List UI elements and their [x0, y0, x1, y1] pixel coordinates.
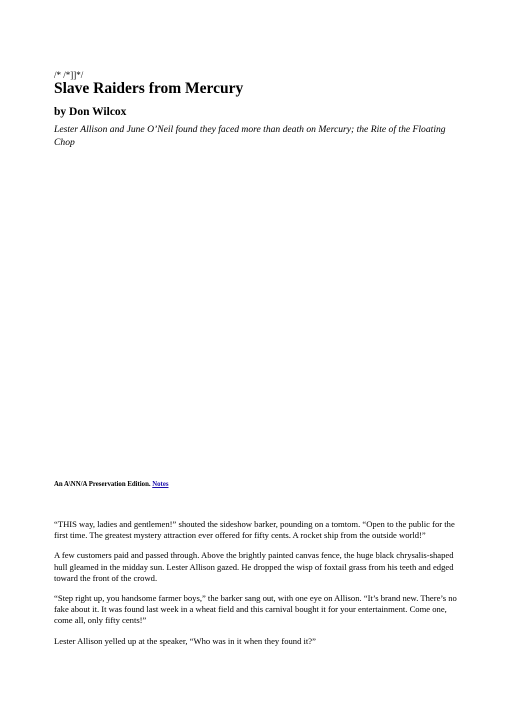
story-paragraph-2: A few customers paid and passed through. Above the brightly painted canvas fence, the huge black chrysalis-shaped hull gleamed in the midday sun. Lester Allison gazed. He dropped the wisp of foxtail grass from his teeth and edged toward the front of the crowd. — [54, 550, 454, 583]
story-paragraph-4: Lester Allison yelled up at the speaker, “Who was in it when they found it?” — [54, 635, 316, 646]
story-paragraph-3: “Step right up, you handsome farmer boys,” the barker sang out, with one eye on Allison. “It’s brand new. There’s no fake about it. It was found last week in a wheat field and this carnival bought it for your entertainment. Come one, come all, only fifty cents!” — [54, 593, 457, 626]
edition-text: An A\NN/A Preservation Edition. — [54, 481, 153, 488]
story-body — [54, 519, 464, 656]
code-comment: /* /*]]*/ — [54, 70, 84, 80]
story-paragraph-1: “THIS way, ladies and gentlemen!” shouted the sideshow barker, pounding on a tomtom. “Open to the public for the first time. The greatest mystery attraction ever offered for fifty cents. A rocket ship from the outside world!” — [54, 519, 455, 541]
story-byline: by Don Wilcox — [54, 106, 127, 118]
edition-note — [54, 480, 168, 489]
story-blurb: Lester Allison and June O’Neil found they faced more than death on Mercury; the Rite of the Floating Chop — [54, 124, 446, 148]
notes-link[interactable]: Notes — [152, 481, 169, 488]
story-title: Slave Raiders from Mercury — [54, 80, 244, 97]
